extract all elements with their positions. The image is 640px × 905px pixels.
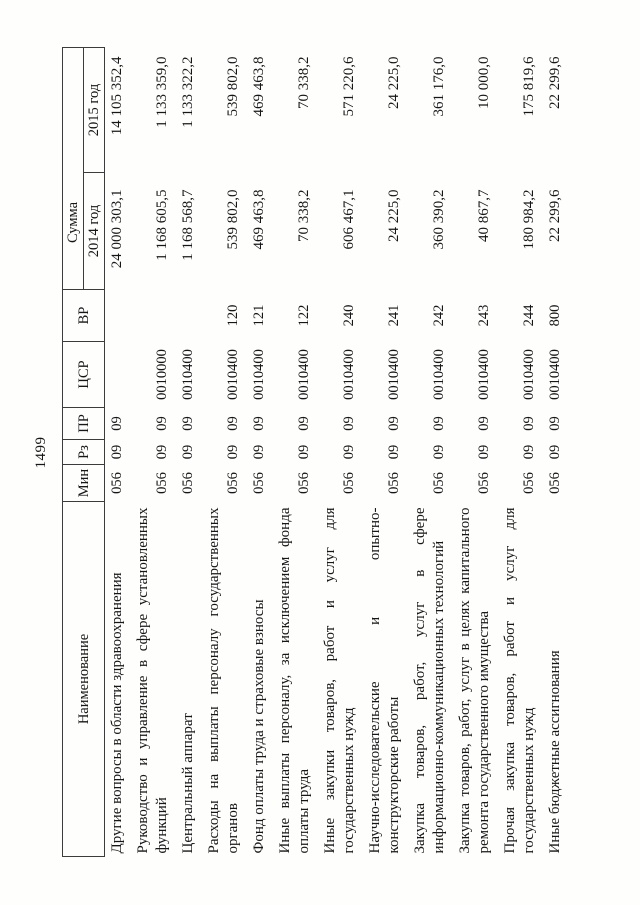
cell-2015: 70 338,2 xyxy=(296,56,312,109)
cell-csr: 0010400 xyxy=(431,349,447,400)
header-sum: Сумма xyxy=(63,48,84,290)
cell-vr xyxy=(105,290,132,342)
cell-2014: 606 467,1 xyxy=(341,189,357,250)
cell-min: 056 xyxy=(386,472,402,494)
cell-csr: 0010400 xyxy=(476,349,492,400)
cell-pr: 09 xyxy=(180,416,196,431)
cell-name: Научно-исследовательские и опытно-конструкторские работы xyxy=(367,507,402,854)
cell-2014: 180 984,2 xyxy=(521,189,537,250)
cell-min: 056 xyxy=(431,472,447,494)
cell-2015: 539 802,0 xyxy=(225,56,241,117)
cell-vr xyxy=(176,290,202,342)
cell-csr: 0010400 xyxy=(341,349,357,400)
table-header xyxy=(63,48,105,857)
cell-csr: 0010400 xyxy=(521,349,537,400)
header-name: Наименование xyxy=(63,502,105,857)
cell-pr: 09 xyxy=(521,416,537,431)
cell-2015: 1 133 322,2 xyxy=(180,56,196,128)
cell-2014: 360 390,2 xyxy=(431,189,447,250)
cell-pr: 09 xyxy=(386,416,402,431)
cell-name: Фонд оплаты труда и страховые взносы xyxy=(251,599,267,854)
cell-2015: 1 133 359,0 xyxy=(154,56,170,128)
cell-rz: 09 xyxy=(251,444,267,460)
cell-2014: 469 463,8 xyxy=(251,189,267,250)
cell-pr: 09 xyxy=(296,416,312,431)
cell-pr: 09 xyxy=(251,416,267,431)
cell-pr: 09 xyxy=(109,416,125,431)
table-row xyxy=(453,48,498,857)
cell-vr: 240 xyxy=(341,304,357,327)
cell-vr xyxy=(131,290,176,342)
cell-2014: 40 867,7 xyxy=(476,189,492,242)
cell-2014: 539 802,0 xyxy=(225,189,241,250)
header-pr: ПР xyxy=(63,408,105,440)
header-rz: Рз xyxy=(63,440,105,465)
cell-csr: 0010400 xyxy=(296,349,312,400)
cell-vr: 242 xyxy=(431,304,447,327)
cell-vr: 122 xyxy=(296,304,312,327)
cell-csr: 0010400 xyxy=(386,349,402,400)
cell-vr: 244 xyxy=(521,304,537,327)
table-row xyxy=(247,48,273,857)
cell-rz: 09 xyxy=(547,444,563,460)
cell-2015: 175 819,6 xyxy=(521,56,537,117)
cell-min: 056 xyxy=(225,472,241,494)
table-row xyxy=(543,48,569,857)
cell-csr: 0010400 xyxy=(225,349,241,400)
cell-2014: 1 168 605,5 xyxy=(154,189,170,261)
cell-min: 056 xyxy=(154,472,170,494)
cell-vr: 121 xyxy=(251,304,267,327)
cell-rz: 09 xyxy=(109,444,125,460)
cell-vr: 800 xyxy=(547,304,563,327)
cell-rz: 09 xyxy=(386,444,402,460)
cell-2014: 24 000 303,1 xyxy=(109,189,125,269)
header-year-2015: 2015 год xyxy=(84,48,105,173)
header-vr: ВР xyxy=(63,290,105,342)
table-row xyxy=(176,48,202,857)
cell-2015: 14 105 352,4 xyxy=(109,56,125,136)
table-row xyxy=(363,48,408,857)
cell-min: 056 xyxy=(476,472,492,494)
cell-2015: 22 299,6 xyxy=(547,56,563,109)
cell-2015: 469 463,8 xyxy=(251,56,267,117)
cell-pr: 09 xyxy=(476,416,492,431)
cell-csr: 0010400 xyxy=(180,349,196,400)
cell-rz: 09 xyxy=(431,444,447,460)
table-row xyxy=(105,48,132,857)
cell-csr: 0010000 xyxy=(154,349,170,400)
cell-rz: 09 xyxy=(180,444,196,460)
cell-2015: 10 000,0 xyxy=(476,56,492,109)
cell-name: Расходы на выплаты персоналу государственных органов xyxy=(206,507,241,854)
cell-2015: 571 220,6 xyxy=(341,56,357,117)
table-row xyxy=(498,48,543,857)
cell-pr: 09 xyxy=(154,416,170,431)
cell-csr xyxy=(105,342,132,408)
cell-name: Руководство и управление в сфере установленных функций xyxy=(135,507,170,854)
table-row xyxy=(318,48,363,857)
cell-min: 056 xyxy=(341,472,357,494)
cell-rz: 09 xyxy=(225,444,241,460)
cell-rz: 09 xyxy=(521,444,537,460)
cell-name: Иные выплаты персоналу, за исключением фонда оплаты труда xyxy=(277,507,312,854)
budget-table xyxy=(62,47,569,857)
cell-2015: 361 176,0 xyxy=(431,56,447,117)
cell-2014: 22 299,6 xyxy=(547,189,563,242)
cell-pr: 09 xyxy=(225,416,241,431)
cell-rz: 09 xyxy=(296,444,312,460)
cell-min: 056 xyxy=(251,472,267,494)
cell-name: Другие вопросы в области здравоохранения xyxy=(109,572,125,854)
cell-min: 056 xyxy=(296,472,312,494)
cell-csr: 0010400 xyxy=(251,349,267,400)
header-csr: ЦСР xyxy=(63,342,105,408)
cell-name: Центральный аппарат xyxy=(180,713,196,854)
cell-2014: 70 338,2 xyxy=(296,189,312,242)
cell-rz: 09 xyxy=(341,444,357,460)
cell-min: 056 xyxy=(180,472,196,494)
cell-name: Закупка товаров, работ, услуг в сфере информационно-коммуникационных технологий xyxy=(412,507,447,854)
cell-vr: 241 xyxy=(386,304,402,327)
table-row xyxy=(131,48,176,857)
cell-vr: 243 xyxy=(476,304,492,327)
cell-2014: 24 225,0 xyxy=(386,189,402,242)
cell-rz: 09 xyxy=(476,444,492,460)
cell-pr: 09 xyxy=(547,416,563,431)
cell-name: Закупка товаров, работ, услуг в целях капитального ремонта государственного имущества xyxy=(457,507,492,854)
table-row xyxy=(273,48,318,857)
cell-name: Иные бюджетные ассигнования xyxy=(547,650,563,854)
cell-min: 056 xyxy=(109,472,125,494)
header-min: Мин xyxy=(63,465,105,502)
cell-pr: 09 xyxy=(431,416,447,431)
cell-2014: 1 168 568,7 xyxy=(180,189,196,261)
cell-min: 056 xyxy=(547,472,563,494)
cell-name: Иные закупки товаров, работ и услуг для государственных нужд xyxy=(322,507,357,854)
table-row xyxy=(408,48,453,857)
page-number: 1499 xyxy=(33,436,49,469)
cell-pr: 09 xyxy=(341,416,357,431)
cell-csr: 0010400 xyxy=(547,349,563,400)
cell-2015: 24 225,0 xyxy=(386,56,402,109)
table-row xyxy=(202,48,247,857)
table-body xyxy=(105,48,570,857)
cell-rz: 09 xyxy=(154,444,170,460)
cell-name: Прочая закупка товаров, работ и услуг для государственных нужд xyxy=(502,507,537,854)
cell-vr: 120 xyxy=(225,304,241,327)
header-year-2014: 2014 год xyxy=(84,173,105,290)
cell-min: 056 xyxy=(521,472,537,494)
